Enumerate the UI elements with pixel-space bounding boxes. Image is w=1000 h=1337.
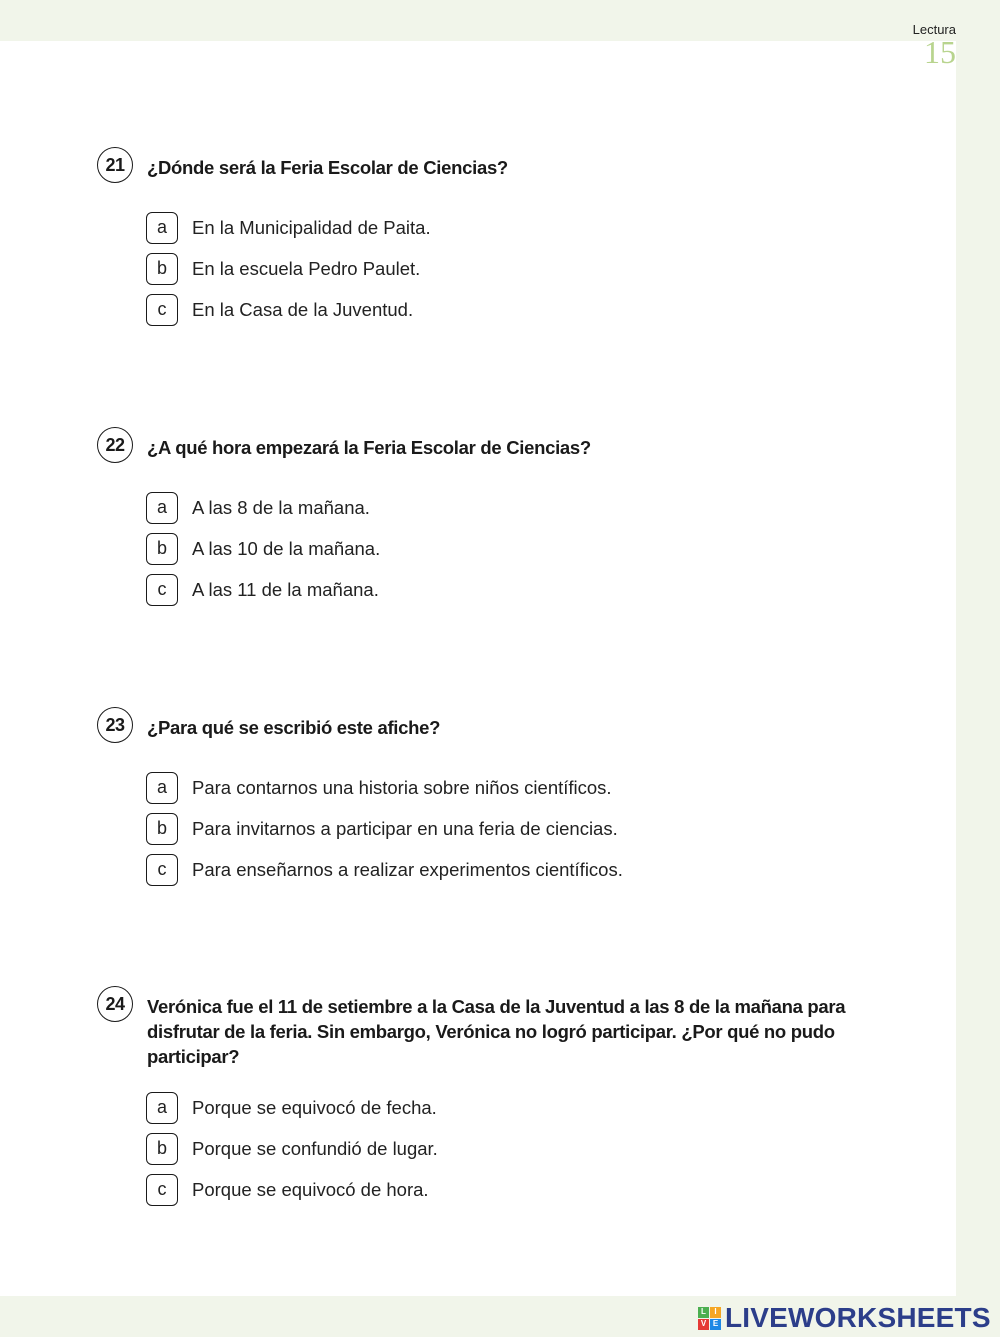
option-a[interactable] [146,207,887,248]
question-header [97,427,887,467]
question-header [97,986,887,1069]
logo-letter-v: V [698,1319,709,1330]
option-c[interactable] [146,569,887,610]
page-number: 15 [924,34,956,70]
option-b[interactable] [146,808,887,849]
question-number: 22 [97,427,133,463]
option-a[interactable] [146,487,887,528]
option-letter-box[interactable]: a [146,772,178,804]
option-letter-box[interactable]: b [146,253,178,285]
question-number: 23 [97,707,133,743]
question-header [97,147,887,187]
question-number: 21 [97,147,133,183]
option-text: En la escuela Pedro Paulet. [192,257,421,279]
option-letter-box[interactable]: c [146,1174,178,1206]
question-number: 24 [97,986,133,1022]
option-letter-box[interactable]: c [146,854,178,886]
option-b[interactable] [146,528,887,569]
option-c[interactable] [146,849,887,890]
option-text: Porque se equivocó de hora. [192,1178,429,1200]
option-text: Para contarnos una historia sobre niños científicos. [192,776,612,798]
logo-letter-i: I [710,1307,721,1318]
option-text: A las 11 de la mañana. [192,578,379,600]
question-text: ¿Dónde será la Feria Escolar de Ciencias? [147,157,508,178]
option-letter-box[interactable]: a [146,212,178,244]
option-letter-box[interactable]: b [146,533,178,565]
option-text: Para invitarnos a participar en una feria de ciencias. [192,817,618,839]
option-text: Porque se equivocó de fecha. [192,1096,437,1118]
option-b[interactable] [146,248,887,289]
option-letter-box[interactable]: a [146,1092,178,1124]
logo-letter-e: E [710,1319,721,1330]
top-band [0,0,1000,41]
option-text: Porque se confundió de lugar. [192,1137,438,1159]
option-a[interactable] [146,767,887,808]
question-text: Verónica fue el 11 de setiembre a la Casa de la Juventud a las 8 de la mañana para disfrutar de la feria. Sin embargo, Verónica no logró participar. ¿Por qué no pudo participar? [147,996,846,1067]
option-text: A las 8 de la mañana. [192,496,370,518]
option-text: Para enseñarnos a realizar experimentos científicos. [192,858,623,880]
option-c[interactable] [146,289,887,330]
option-text: En la Municipalidad de Paita. [192,216,431,238]
option-text: En la Casa de la Juventud. [192,298,414,320]
section-label: Lectura [912,22,956,37]
question-header [97,707,887,747]
option-a[interactable] [146,1087,887,1128]
question-21 [97,147,887,330]
option-text: A las 10 de la mañana. [192,537,381,559]
logo-letter-l: L [698,1307,709,1318]
option-b[interactable] [146,1128,887,1169]
options-list [146,207,887,330]
options-list [146,1087,887,1210]
question-text: ¿Para qué se escribió este afiche? [147,717,441,738]
question-24 [97,986,887,1210]
liveworksheets-logo [698,1304,991,1332]
option-letter-box[interactable]: c [146,294,178,326]
options-list [146,487,887,610]
option-c[interactable] [146,1169,887,1210]
option-letter-box[interactable]: a [146,492,178,524]
question-text: ¿A qué hora empezará la Feria Escolar de Ciencias? [147,437,591,458]
option-letter-box[interactable]: b [146,1133,178,1165]
question-22 [97,427,887,610]
logo-icon [698,1307,721,1330]
question-23 [97,707,887,890]
logo-text: LIVEWORKSHEETS [725,1302,991,1333]
option-letter-box[interactable]: b [146,813,178,845]
options-list [146,767,887,890]
side-band [956,0,1000,1337]
option-letter-box[interactable]: c [146,574,178,606]
